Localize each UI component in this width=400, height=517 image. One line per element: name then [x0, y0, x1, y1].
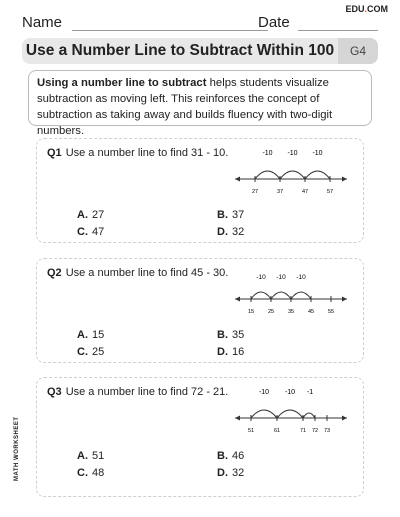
hop-label: -1 [306, 389, 314, 396]
hop-label: -10 [256, 274, 266, 281]
grade-badge: G4 [338, 38, 378, 64]
option-b[interactable]: B. 37 [217, 209, 245, 221]
page-title: Use a Number Line to Subtract Within 100 [25, 42, 335, 59]
tick-label: 37 [276, 189, 284, 195]
tick-label: 35 [287, 309, 295, 315]
intro-box [28, 70, 372, 137]
intro-text: helps students visualize subtraction as moving left. This reinforces the concept of subtraction as taking away and builds fluency with two-digit numbers. [37, 77, 333, 137]
question-prompt: Q2 Use a number line to find 45 - 30. [47, 267, 229, 279]
hop-label: -10 [296, 274, 306, 281]
tick-label: 27 [251, 189, 259, 195]
option-c[interactable]: C. 48 [77, 467, 105, 479]
question-prompt: Q1 Use a number line to find 31 - 10. [47, 147, 229, 159]
number-line [235, 261, 347, 321]
side-label: MATH WORKSHEET [14, 416, 20, 481]
option-a[interactable]: A. 27 [77, 209, 105, 221]
tick-label: 15 [247, 309, 255, 315]
date-line[interactable] [298, 30, 378, 31]
option-d[interactable]: D. 32 [217, 467, 245, 479]
name-label: Name [22, 14, 63, 31]
date-label: Date [258, 14, 290, 31]
tick-label: 25 [267, 309, 275, 315]
question-prompt: Q3 Use a number line to find 72 - 21. [47, 386, 229, 398]
brand-logo: EDU.COM [345, 4, 388, 14]
option-d[interactable]: D. 16 [217, 346, 245, 358]
number-line [235, 141, 347, 201]
hop-label: -10 [312, 150, 323, 157]
tick-label: 47 [301, 189, 309, 195]
tick-label: 55 [327, 309, 335, 315]
question-card-1 [36, 138, 364, 243]
tick-label: 73 [323, 428, 331, 434]
tick-label: 61 [273, 428, 281, 434]
option-d[interactable]: D. 32 [217, 226, 245, 238]
hop-label: -10 [258, 389, 270, 396]
intro-bold: Using a number line to subtract [37, 77, 207, 89]
question-card-3 [36, 377, 364, 497]
title-bar [22, 38, 378, 64]
option-b[interactable]: B. 35 [217, 329, 245, 341]
tick-label: 45 [307, 309, 315, 315]
hop-label: -10 [284, 389, 296, 396]
option-a[interactable]: A. 15 [77, 329, 105, 341]
number-line [235, 380, 347, 440]
header [22, 14, 378, 34]
tick-label: 71 [299, 428, 307, 434]
option-c[interactable]: C. 47 [77, 226, 105, 238]
question-card-2 [36, 258, 364, 363]
tick-label: 57 [326, 189, 334, 195]
hop-label: -10 [276, 274, 286, 281]
tick-label: 51 [247, 428, 255, 434]
option-b[interactable]: B. 46 [217, 450, 245, 462]
hop-label: -10 [262, 150, 273, 157]
name-line[interactable] [72, 30, 268, 31]
tick-label: 72 [311, 428, 319, 434]
option-c[interactable]: C. 25 [77, 346, 105, 358]
option-a[interactable]: A. 51 [77, 450, 105, 462]
hop-label: -10 [287, 150, 298, 157]
